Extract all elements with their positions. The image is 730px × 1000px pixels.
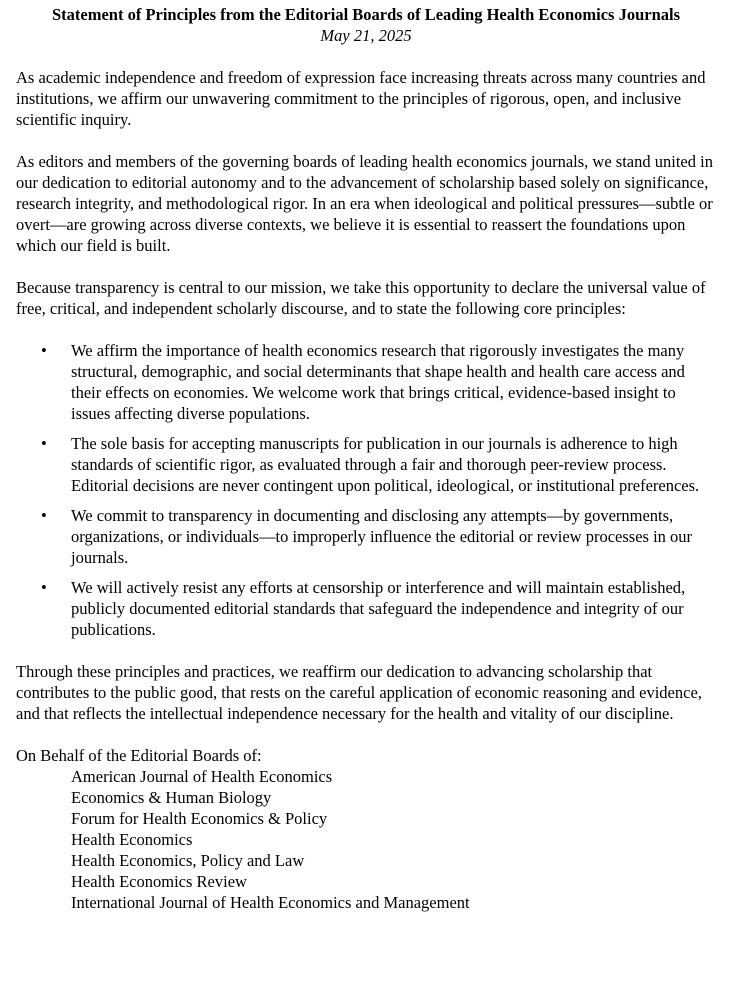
document-title: Statement of Principles from the Editorial Boards of Leading Health Economics Journals	[51, 5, 681, 24]
principles-list	[16, 340, 716, 640]
intro-paragraph-2: As editors and members of the governing boards of leading health economics journals, we stand united in our dedication to editorial autonomy and to the advancement of scholarship based solely on significance, research integrity, and methodological rigor. In an era when ideological and political pressures—subtle or overt—are growing across diverse contexts, we believe it is essential to reassert the foundations upon which our field is built.	[16, 152, 713, 255]
journal-name: Health Economics Review	[71, 872, 247, 891]
journal-name: American Journal of Health Economics	[71, 767, 333, 786]
intro-paragraph-1: As academic independence and freedom of expression face increasing threats across many countries and institutions, we affirm our unwavering commitment to the principles of rigorous, open, and inclusive scientific inquiry.	[16, 68, 706, 129]
bullet-icon: •	[41, 434, 47, 453]
journal-list	[16, 766, 716, 913]
closing-paragraph: Through these principles and practices, we reaffirm our dedication to advancing scholarship that contributes to the public good, that rests on the careful application of economic reasoning and evidence, and that reflects the intellectual independence necessary for the health and vitality of our discipline.	[16, 662, 702, 723]
principle-text: We will actively resist any efforts at censorship or interference and will maintain established, publicly documented editorial standards that safeguard the independence and integrity of our publications.	[71, 578, 686, 639]
bullet-icon: •	[41, 578, 47, 597]
bullet-icon: •	[41, 341, 47, 360]
principle-item	[16, 505, 716, 568]
journal-name: Forum for Health Economics & Policy	[71, 809, 328, 828]
principle-text: The sole basis for accepting manuscripts for publication in our journals is adherence to high standards of scientific rigor, as evaluated through a fair and thorough peer-review process. Editorial decisions are never contingent upon political, ideological, or institutional preferences.	[71, 434, 700, 495]
principle-item	[16, 340, 716, 424]
signature-heading: On Behalf of the Editorial Boards of:	[16, 746, 262, 765]
principle-text: We commit to transparency in documenting and disclosing any attempts—by governments, organizations, or individuals—to improperly influence the editorial or review processes in our journals.	[71, 506, 693, 567]
journal-name: Economics & Human Biology	[71, 788, 272, 807]
principle-text: We affirm the importance of health economics research that rigorously investigates the many structural, demographic, and social determinants that shape health and health care access and their effects on economies. We welcome work that brings critical, evidence-based insight to issues affecting diverse populations.	[71, 341, 685, 423]
principle-item	[16, 433, 716, 496]
journal-name: Health Economics	[71, 830, 193, 849]
principle-item	[16, 577, 716, 640]
intro-paragraph-3: Because transparency is central to our mission, we take this opportunity to declare the universal value of free, critical, and independent scholarly discourse, and to state the following core principles:	[16, 278, 706, 318]
journal-name: International Journal of Health Economics and Management	[71, 893, 470, 912]
journal-name: Health Economics, Policy and Law	[71, 851, 305, 870]
document-date: May 21, 2025	[320, 26, 412, 45]
bullet-icon: •	[41, 506, 47, 525]
